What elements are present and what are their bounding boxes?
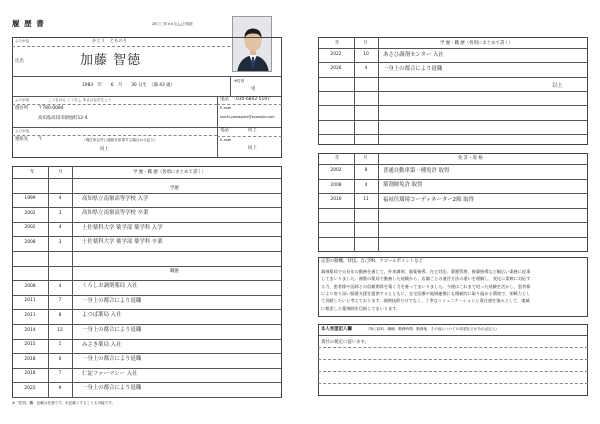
history-row-month: 9 [58,385,62,391]
motivation-text-line: してまいりました。複数の薬局で勤務した経験から、店舗ごとの運営方法の違いを理解し、変化に柔軟に対応す [321,276,531,282]
motivation-text-line: て貢献したいと考えております。調剤技術だけでなく、丁寧なコミュニケーションと責任感を強みとして、地域 [321,298,530,304]
history-row-month: 12 [57,327,63,333]
license-col-month: 月 [363,156,368,161]
license-row-content: 普通自動車第一種免許 取得 [383,167,450,174]
history-row-month: 3 [58,239,62,245]
right-row-content: 一身上の都合により退職 [383,65,443,72]
address-label: 現住所 [15,106,29,111]
history-row-year: 2011 [24,312,36,318]
license-row-month: 8 [364,168,368,173]
email-value: koichi.yamagishi@example.com [220,115,275,119]
furigana-label: ふりがな [15,39,30,43]
history-row-year: 1999 [24,196,36,202]
history-row-year: 2022 [24,385,36,391]
license-row-year: 2002 [330,168,342,173]
request-note: （特に給料、職種、勤務時間、勤務地、その他についての希望などがあれば記入） [366,327,499,331]
history-row-year: 2002 [24,225,36,231]
right-row-content: あさひ調剤センター 入社 [383,51,444,58]
right-row-month: 4 [364,66,368,72]
history-row-content: 一身上の都合により退職 [82,297,142,304]
motivation-label: 志望の動機、特技、自己PR、アピールポイントなど [321,259,424,264]
gender-value: 男 [251,87,256,92]
history-row-content: みさき薬局 入社 [82,341,122,348]
license-col-content: 免 許・資 格 [458,156,483,161]
history-row-month: 4 [58,196,62,202]
history-row-content: 土佐薬科大学 薬学部 薬学科 入学 [82,224,163,231]
history-row-year: 2018 [24,371,36,377]
history-row-content: 一身上の都合により退職 [82,356,142,363]
right-row-year: 2022 [330,52,342,57]
history-row-month: 4 [58,283,62,289]
history-col-month: 月 [58,170,63,175]
applicant-name: 加藤 智徳 [80,53,142,68]
history-row-content: くろしお調剤薬局 入社 [82,283,138,290]
work-heading: 職歴 [170,269,179,274]
right-col-month: 月 [363,41,368,46]
history-row-content: よつば薬局 入社 [82,312,122,319]
history-row-month: 6 [58,356,62,362]
contact-phone-same: 同上 [248,128,257,133]
right-col-content: 学 歴・職 歴（各別にまとめて書く） [440,41,514,46]
phone-value: 030-6842-5197 [236,97,270,102]
history-row-content: 高知県立南嶺高等学校 卒業 [82,210,149,217]
name-furigana: かとう とものり [92,39,128,44]
address-furigana: こうちけん こうちし あさひなだちょう [48,98,112,102]
contact-same: 同上 [100,147,109,152]
history-col-year: 年 [30,170,35,175]
motivation-text-line: により寄り添い服薬支援を提供するとともに、在宅医療や地域連携にも積極的に取り組める環境で、即戦力とし [321,290,531,296]
contact-label: 連絡先 [15,137,29,142]
name-label: 氏名 [15,59,24,64]
history-row-year: 2014 [24,327,36,333]
contact-note: （現住所以外に連絡を希望する場合のみ記入） [82,138,158,142]
right-col-year: 年 [335,41,340,46]
history-row-content: 一身上の都合により退職 [82,327,142,333]
license-row-year: 2008 [330,182,342,188]
history-row-month: 7 [58,371,62,377]
motivation-text-line: に根差した薬剤師を目指してまいります。 [321,305,401,311]
history-end-mark: 以上 [552,83,563,89]
address-value: 高知県高知市朝旭町12-4 [38,116,88,121]
contact-email-label: E-mail [220,138,232,142]
license-row-year: 2016 [330,197,342,203]
history-row-year: 2008 [24,239,36,245]
request-value: 貴社の規定に従います。 [321,340,369,345]
phone-label: 電話 [220,97,229,102]
contact-phone-label: 電話 [220,128,229,133]
history-row-month: 3 [58,210,62,216]
history-row-year: 2018 [24,356,36,362]
history-row-month: 4 [58,225,62,231]
history-row-year: 2015 [24,342,36,348]
history-row-content: 土佐薬科大学 薬学部 薬学科 卒業 [82,239,163,246]
motivation-text-line: 調剤薬局での長年の勤務を通じて、外来調剤、服薬指導、在宅対応、薬歴管理、後輩指導など幅広い業務に従事 [321,269,531,274]
footnote: ※「性別」欄：記載は任意です。未記載とすることも可能です。 [12,401,116,405]
history-row-month: 1 [58,342,62,348]
address-zip: 〒780-0084 [38,106,64,111]
contact-furigana-label: ふりがな [15,129,30,133]
history-row-month: 7 [58,298,62,304]
gender-label: ※性別 [234,79,245,83]
license-row-content: 福祉住環境コーディネーター2級 取得 [383,196,474,203]
birth-date: 1983 年 6 月 30 日生 （満 43 歳） [82,83,175,88]
right-row-month: 10 [363,52,369,57]
as-of-date: 20〇〇年××月△△日現在 [152,22,194,26]
contact-zip: 〒 [38,137,43,142]
motivation-text-line: る力、患者様や医師との信頼関係を築く力を養ってまいりました。今後はこれまで培った経験を活かし、患者様 [321,283,531,289]
history-row-content: 高知県立南嶺高等学校 入学 [82,195,149,202]
history-row-month: 8 [58,312,62,318]
document-title: 履 歴 書 [12,19,45,28]
address-furigana-label: ふりがな [15,98,30,102]
license-row-content: 薬剤師免許 取得 [383,182,423,189]
history-row-year: 2002 [24,210,36,216]
contact-email-same: 同上 [248,146,257,151]
history-row-year: 2008 [24,283,36,289]
right-row-year: 2026 [330,66,342,72]
request-label: 本人希望記入欄 [321,327,352,332]
history-row-content: 仁淀ファーマシー 入社 [82,370,138,377]
history-row-content: 一身上の都合により退職 [82,385,142,392]
history-col-content: 学 歴・職 歴（各別にまとめて書く） [133,170,207,175]
license-col-year: 年 [335,156,340,161]
history-row-year: 2011 [24,298,36,304]
email-label: E-mail [220,106,232,110]
education-heading: 学歴 [170,186,179,191]
license-row-month: 4 [364,182,368,188]
license-row-month: 11 [363,197,369,203]
